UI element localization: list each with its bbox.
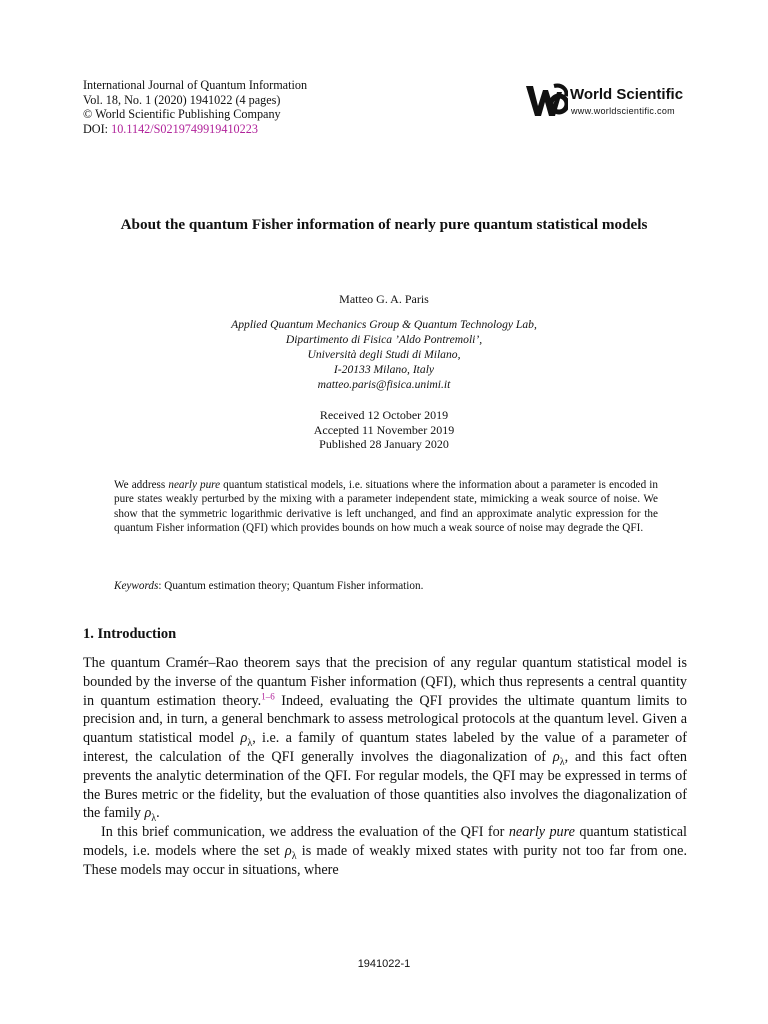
doi-line: [83, 122, 307, 137]
citation-link[interactable]: 1–6: [261, 690, 275, 701]
publisher-url[interactable]: www.worldscientific.com: [571, 106, 675, 116]
section-heading: 1. Introduction: [83, 626, 177, 642]
page-number: 1941022-1: [357, 958, 411, 970]
paper-title: About the quantum Fisher information of nearly pure quantum statistical models: [120, 216, 648, 233]
publisher-name: World Scientific: [570, 86, 684, 103]
body-emphasis: nearly pure: [508, 824, 575, 841]
author-name: Matteo G. A. Paris: [339, 292, 429, 306]
journal-volume: Vol. 18, No. 1 (2020) 1941022 (4 pages): [83, 92, 281, 107]
affiliation-line: Applied Quantum Mechanics Group & Quantum Technology Lab,: [231, 318, 537, 331]
abstract-emphasis: nearly pure: [168, 479, 221, 491]
journal-name: International Journal of Quantum Information: [83, 78, 308, 92]
keywords-text: : Quantum estimation theory; Quantum Fisher information.: [158, 580, 424, 592]
journal-info: [83, 78, 307, 136]
doi-link[interactable]: 10.1142/S0219749919410223: [111, 121, 258, 136]
world-scientific-icon: [524, 82, 568, 120]
affiliation-line: Università degli Studi di Milano,: [307, 348, 461, 361]
publication-dates: [0, 408, 768, 452]
paragraph: In this brief communication, we address the evaluation of the QFI for nearly pure quantum statistical models, i.e. models where the set $\rho_\lambda$ is made of weakly mixed states with purity not too far from one. These models may occur in situations, where: [83, 824, 687, 878]
keywords-label: Keywords: [114, 580, 159, 592]
body-text: [83, 654, 687, 880]
math-symbol: ρ: [284, 842, 292, 859]
math-symbol: ρ: [552, 748, 560, 765]
publisher-logo: [524, 82, 694, 122]
math-symbol: ρ: [240, 730, 248, 747]
copyright-icon: ©: [83, 107, 93, 122]
copyright-text: World Scientific Publishing Company: [92, 107, 281, 122]
received-date: Received 12 October 2019: [319, 408, 449, 422]
math-subscript: λ: [291, 850, 297, 862]
doi-label: DOI:: [83, 121, 112, 136]
math-subscript: λ: [151, 813, 157, 825]
affiliation: [0, 317, 768, 392]
affiliation-line: I-20133 Milano, Italy: [333, 363, 435, 376]
accepted-date: Accepted 11 November 2019: [313, 422, 455, 437]
math-symbol: ρ: [144, 805, 152, 822]
keywords: [114, 580, 658, 592]
math-subscript: λ: [559, 756, 565, 768]
affiliation-line: Dipartimento di Fisica ’Aldo Pontremoli’,: [285, 333, 483, 346]
copyright-line: [83, 107, 307, 122]
paragraph: The quantum Cramér–Rao theorem says that the precision of any regular quantum statistical model is bounded by the inverse of the quantum Fisher information (QFI), which thus represents a central quantity in quantum estimation theory.$^{1-6}$ Indeed, evaluating the QFI provides the ultimate quantum limits to precision and, in turn, a general benchmark to assess metrological protocols at the quantum level. Given a quantum statistical model $\rho_\lambda$, i.e. a family of quantum states labeled by the value of a parameter of interest, the calculation of the QFI generally involves the diagonalization of $\rho_\lambda$, and this fact often prevents the analytic determination of the QFI. For regular models, the QFI may be expressed in terms of the Bures metric or the fidelity, but the evaluation of those quantities also involves the diagonalization of the family $\rho_\lambda$.: [83, 655, 688, 825]
published-date: Published 28 January 2020: [319, 437, 449, 452]
author-email[interactable]: matteo.paris@fisica.unimi.it: [317, 378, 451, 391]
abstract: We address nearly pure quantum statistical models, i.e. situations where the information about a parameter is encoded in pure states weakly perturbed by the mixing with a parameter independent state, mimicking a weak source of noise. We show that the symmetric logarithmic derivative is left unchanged, and find an approximate analytic expression for the quantum Fisher information (QFI) which provides bounds on how much a weak source of noise may degrade the QFI.: [114, 479, 658, 535]
math-subscript: λ: [247, 738, 253, 750]
